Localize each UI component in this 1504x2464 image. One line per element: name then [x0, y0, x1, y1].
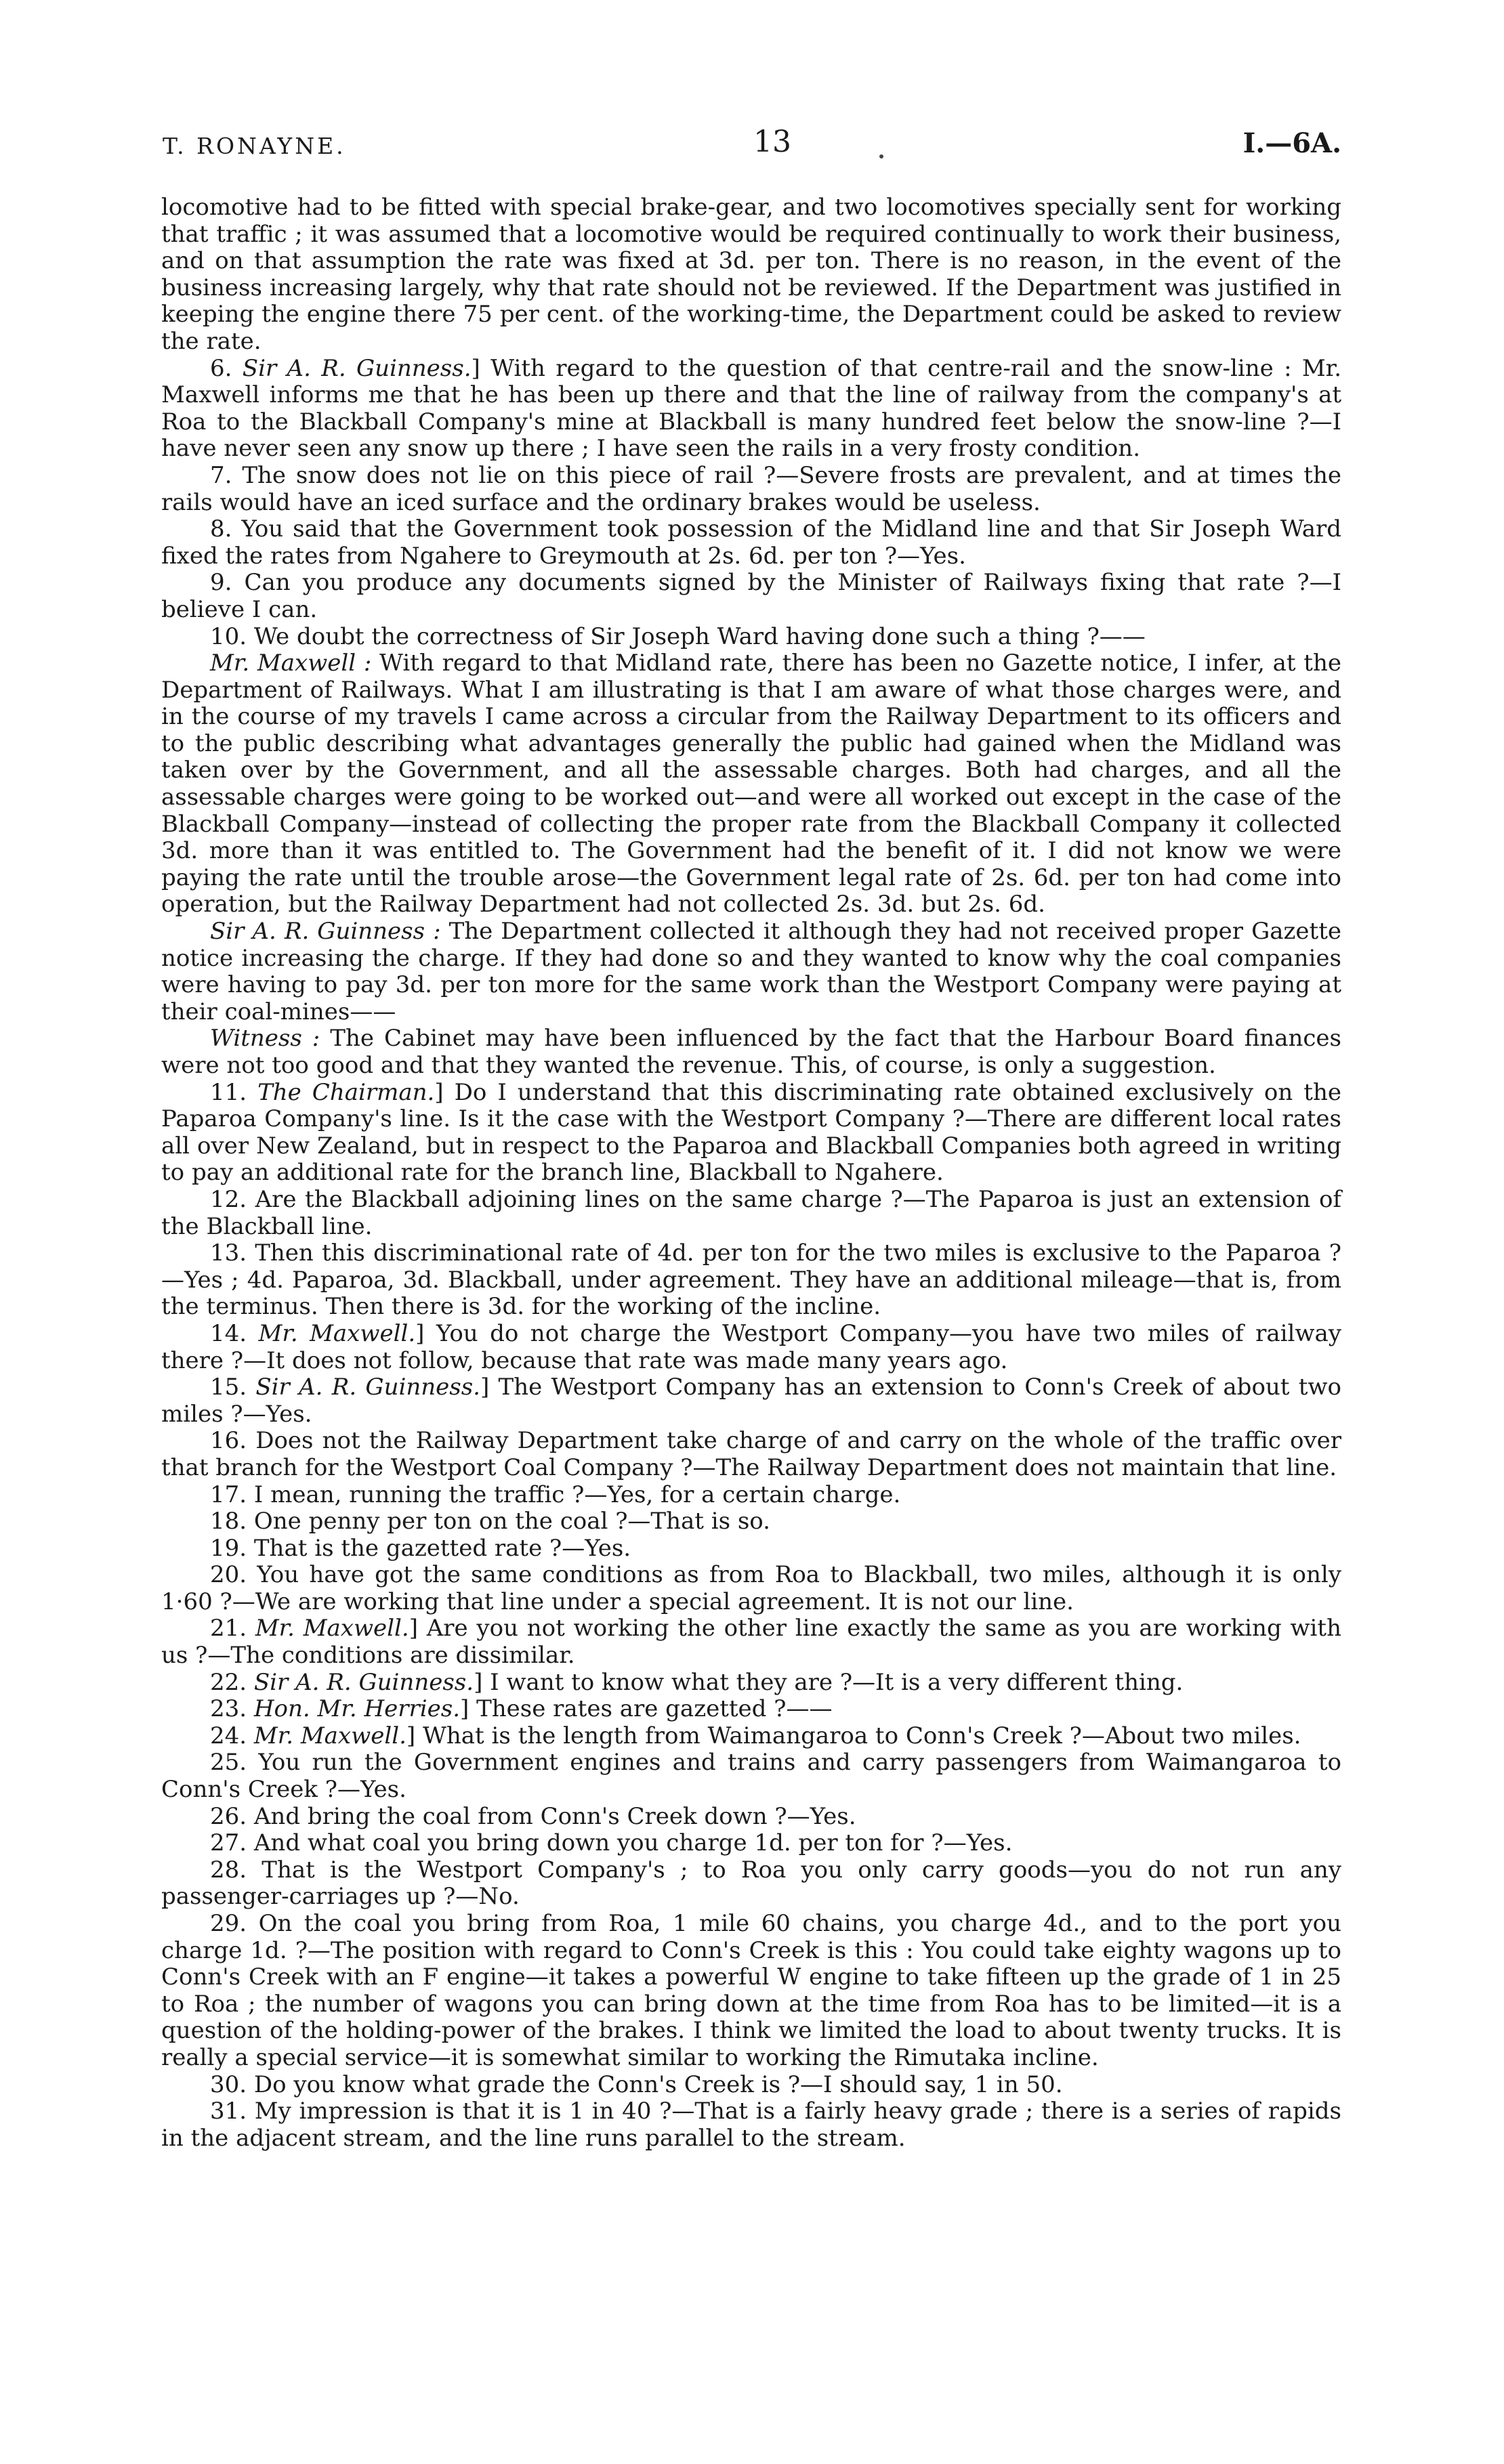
paragraph: 6. Sir A. R. Guinness.] With regard to the question of that centre-rail and the snow-line : Mr. Maxwell informs me that he has been up there and that the line of railway from the company's at Roa to the Blackball Company's mine at Blackball is many hundred feet below the snow-line ?—I have never seen any snow up there ; I have seen the rails in a very frosty condition.	[161, 354, 1342, 463]
paragraph: 17. I mean, running the traffic ?—Yes, for a certain charge.	[210, 1481, 901, 1508]
speaker-name: Mr. Maxwell.	[253, 1722, 406, 1749]
paragraph: 31. My impression is that it is 1 in 40 ?—That is a fairly heavy grade ; there is a series of rapids in the adjacent stream, and the line runs parallel to the stream.	[161, 2098, 1341, 2152]
paragraph: 23. Hon. Mr. Herries.] These rates are gazetted ?——	[210, 1695, 833, 1723]
paragraph: 16. Does not the Railway Department take charge of and carry on the whole of the traffic over that branch for the Westport Coal Company ?—The Railway Department does not maintain that line.	[161, 1427, 1341, 1481]
ink-speck	[879, 154, 883, 158]
paragraph: 20. You have got the same conditions as from Roa to Blackball, two miles, although it is only 1·60 ?—We are working that line under a special agreement. It is not our line.	[161, 1561, 1341, 1615]
speaker-name: Sir A. R. Guinness.	[242, 354, 472, 382]
paragraph: Mr. Maxwell : With regard to that Midland rate, there has been no Gazette notice, I infer, at the Department of Railways. What I am illustrating is that I am aware of what those charges were, and in the course of my travels I came across a circular from the Railway Department to its officers and to the public describing what advantages generally the public had gained when the Midland was taken over by the Government, and all the assessable charges. Both had charges, and all the assessable charges were going to be worked out—and were all worked out except in the case of the Blackball Company—instead of collecting the proper rate from the Blackball Company it collected 3d. more than it was entitled to. The Government had the benefit of it. I did not know we were paying the rate until the trouble arose—the Government legal rate of 2s. 6d. per ton had come into operation, but the Railway Department had not collected 2s. 3d. but 2s. 6d.	[161, 650, 1341, 918]
paragraph: 27. And what coal you bring down you charge 1d. per ton for ?—Yes.	[210, 1829, 1013, 1857]
paragraph: locomotive had to be fitted with special brake-gear, and two locomotives specially sent for working that traffic ; it was assumed that a locomotive would be required continually to work their business, and on that assumption the rate was fixed at 3d. per ton. There is no reason, in the event of the business increasing largely, why that rate should not be reviewed. If the Department was justified in keeping the engine there 75 per cent. of the working-time, the Department could be asked to review the rate.	[161, 194, 1341, 355]
paragraph: 25. You run the Government engines and trains and carry passengers from Waimangaroa to Conn's Creek ?—Yes.	[161, 1749, 1341, 1804]
paragraph: Witness : The Cabinet may have been influenced by the fact that the Harbour Board finances were not too good and that they wanted the revenue. This, of course, is only a suggestion.	[161, 1025, 1341, 1079]
paragraph: 11. The Chairman.] Do I understand that this discriminating rate obtained exclusively on the Paparoa Company's line. Is it the case with the Westport Company ?—There are different local rates all over New Zealand, but in respect to the Paparoa and Blackball Companies both agreed in writing to pay an additional rate for the branch line, Blackball to Ngahere.	[161, 1078, 1341, 1187]
paragraph: 30. Do you know what grade the Conn's Creek is ?—I should say, 1 in 50.	[210, 2070, 1063, 2098]
speaker-name: Mr. Maxwell.	[255, 1615, 409, 1642]
paragraph: 12. Are the Blackball adjoining lines on the same charge ?—The Paparoa is just an extension of the Blackball line.	[161, 1185, 1341, 1240]
speaker-name: Mr. Maxwell :	[210, 650, 372, 677]
paragraph: 21. Mr. Maxwell.] Are you not working the other line exactly the same as you are working with us ?—The conditions are dissimilar.	[161, 1615, 1341, 1670]
paragraph: 9. Can you produce any documents signed by the Minister of Railways fixing that rate ?—I believe I can.	[161, 569, 1341, 623]
paragraph: 26. And bring the coal from Conn's Creek down ?—Yes.	[210, 1802, 856, 1830]
speaker-name: Sir A. R. Guinness.	[255, 1374, 480, 1401]
paragraph: 13. Then this discriminational rate of 4d. per ton for the two miles is exclusive to the Paparoa ?—Yes ; 4d. Paparoa, 3d. Blackball, under agreement. They have an additional mileage—that is, from the terminus. Then there is 3d. for the working of the incline.	[161, 1239, 1341, 1321]
speaker-name: Sir A. R. Guinness.	[253, 1668, 474, 1696]
paragraph: 7. The snow does not lie on this piece of rail ?—Severe frosts are prevalent, and at times the rails would have an iced surface and the ordinary brakes would be useless.	[161, 461, 1341, 516]
speaker-name: Witness :	[210, 1025, 320, 1053]
paragraph: 8. You said that the Government took possession of the Midland line and that Sir Joseph Ward fixed the rates from Ngahere to Greymouth at 2s. 6d. per ton ?—Yes.	[161, 515, 1341, 570]
paragraph: 14. Mr. Maxwell.] You do not charge the Westport Company—you have two miles of railway there ?—It does not follow, because that rate was made many years ago.	[161, 1319, 1341, 1374]
page-number: 13	[753, 125, 791, 159]
body-text	[161, 194, 1341, 2152]
speaker-name: Mr. Maxwell.	[258, 1319, 416, 1347]
paragraph: 10. We doubt the correctness of Sir Joseph Ward having done such a thing ?——	[210, 622, 1146, 650]
paragraph: 28. That is the Westport Company's ; to Roa you only carry goods—you do not run any passenger-carriages up ?—No.	[161, 1856, 1341, 1911]
speaker-name: Sir A. R. Guinness :	[210, 918, 441, 946]
running-head-witness: T. RONAYNE.	[163, 133, 346, 159]
speaker-name: The Chairman.	[257, 1078, 435, 1106]
paragraph: 29. On the coal you bring from Roa, 1 mile 60 chains, you charge 4d., and to the port you charge 1d. ?—The position with regard to Conn's Creek is this : You could take eighty wagons up to Conn's Creek with an F engine—it takes a powerful W engine to take fifteen up the grade of 1 in 25 to Roa ; the number of wagons you can bring down at the time from Roa has to be limited—it is a question of the holding-power of the brakes. I think we limited the load to about twenty trucks. It is really a special service—it is somewhat similar to working the Rimutaka incline.	[161, 1910, 1341, 2071]
speaker-name: Hon. Mr. Herries.	[253, 1695, 460, 1723]
paper-reference: I.—6A.	[1242, 127, 1341, 159]
paragraph: 15. Sir A. R. Guinness.] The Westport Company has an extension to Conn's Creek of about two miles ?—Yes.	[161, 1374, 1341, 1428]
paragraph: 22. Sir A. R. Guinness.] I want to know what they are ?—It is a very different thing.	[210, 1668, 1184, 1696]
paragraph: 18. One penny per ton on the coal ?—That is so.	[210, 1508, 770, 1535]
paragraph: 19. That is the gazetted rate ?—Yes.	[210, 1534, 631, 1562]
paragraph: Sir A. R. Guinness : The Department collected it although they had not received proper Gazette notice increasing the charge. If they had done so and they wanted to know why the coal companies were having to pay 3d. per ton more for the same work than the Westport Company were paying at their coal-mines——	[161, 918, 1341, 1025]
paragraph: 24. Mr. Maxwell.] What is the length from Waimangaroa to Conn's Creek ?—About two miles.	[210, 1722, 1301, 1749]
